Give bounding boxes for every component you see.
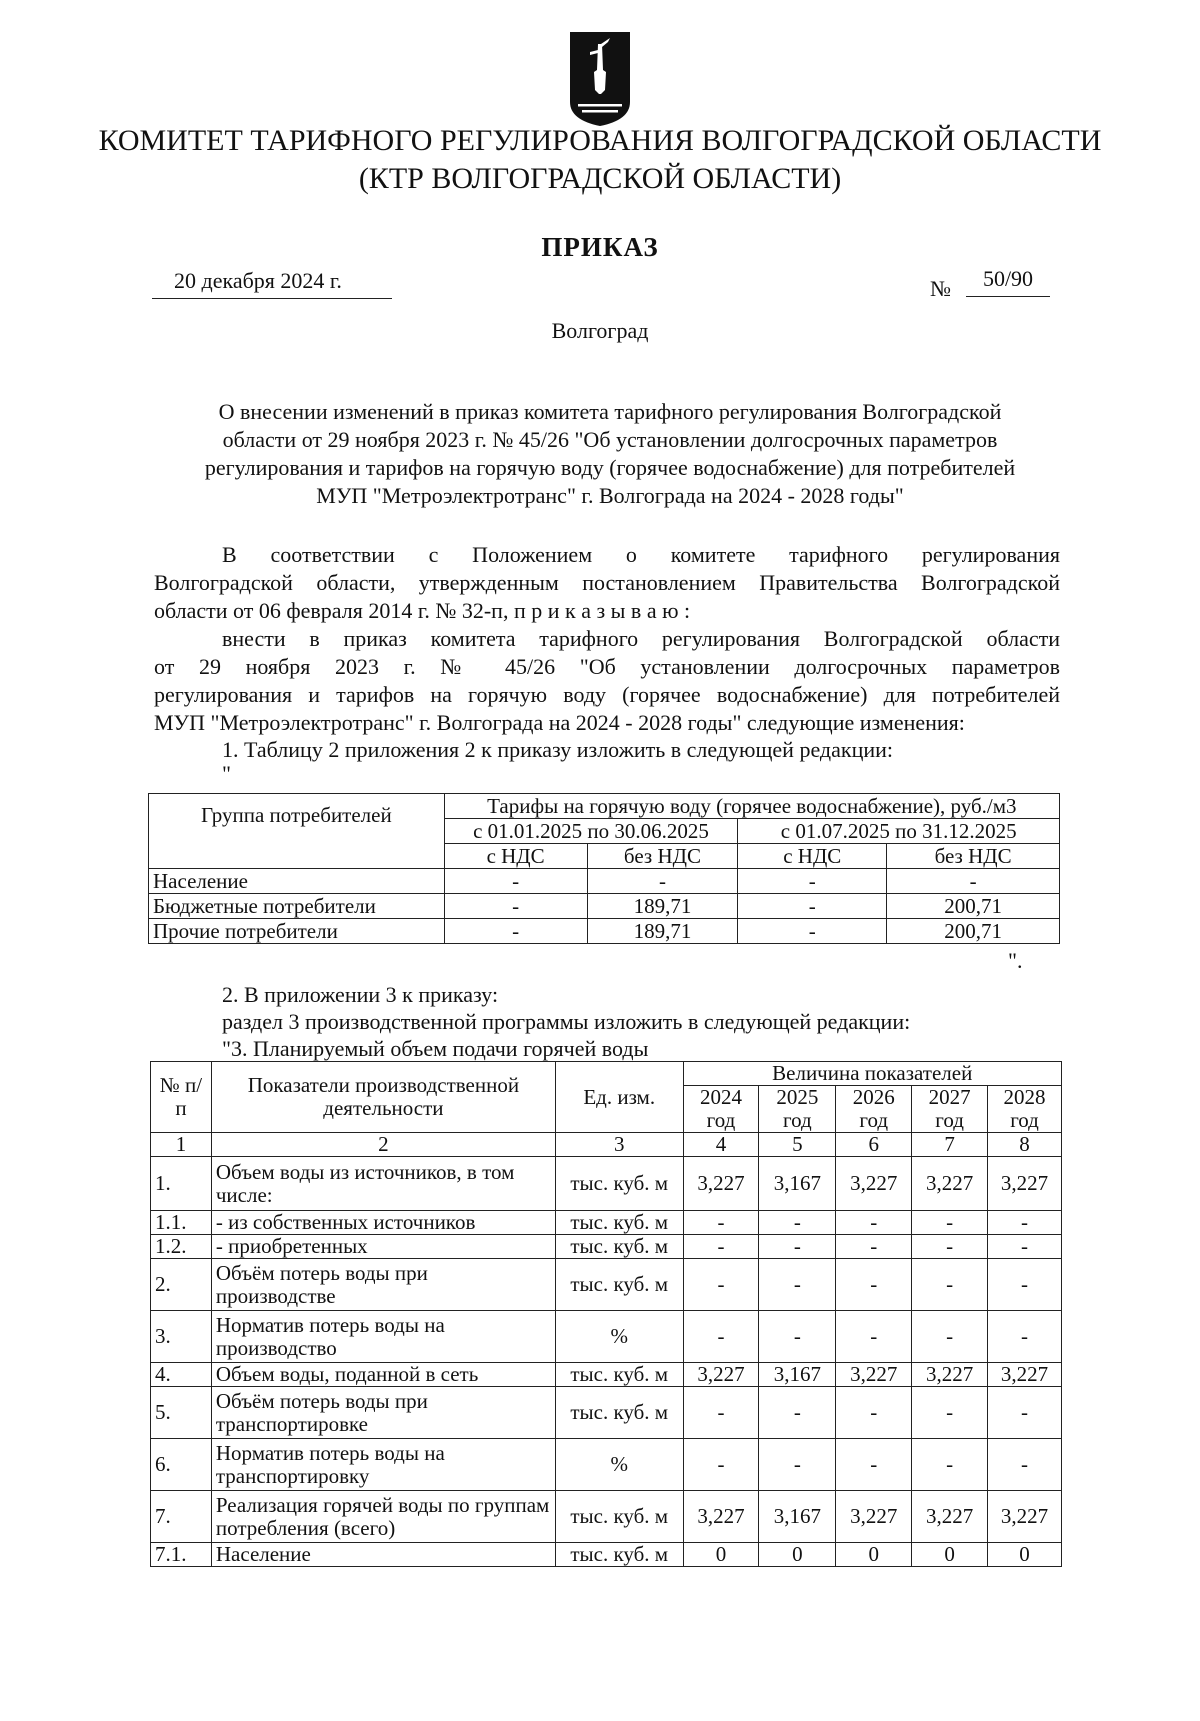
row-value: - (759, 1439, 836, 1491)
index-cell: 1 (151, 1133, 212, 1157)
tariff-value-cell: - (738, 894, 887, 919)
row-unit: тыс. куб. м (555, 1491, 683, 1543)
row-number: 3. (151, 1311, 212, 1363)
row-value: 3,167 (759, 1157, 836, 1211)
tariff-group-cell: Население (149, 869, 445, 894)
tariff-value-cell: - (444, 894, 587, 919)
table-row (151, 1311, 1062, 1363)
row-value: 3,227 (988, 1157, 1062, 1211)
tariff-value-cell: 189,71 (587, 894, 738, 919)
tariff-group-cell: Бюджетные потребители (149, 894, 445, 919)
table-row (151, 1387, 1062, 1439)
row-number: 2. (151, 1259, 212, 1311)
row-value: - (759, 1387, 836, 1439)
row-value: 3,227 (988, 1363, 1062, 1387)
row-value: - (988, 1259, 1062, 1311)
opening-quote: " (222, 761, 231, 786)
order-subject (160, 398, 1060, 510)
row-value: - (836, 1311, 912, 1363)
index-row (151, 1133, 1062, 1157)
table-row (149, 919, 1060, 944)
document-city: Волгоград (551, 318, 649, 343)
preamble-paragraph (154, 541, 1060, 625)
row-value: - (912, 1439, 988, 1491)
year-header: 2028 год (988, 1086, 1062, 1133)
tariff-period-header: с 01.07.2025 по 31.12.2025 (738, 819, 1060, 844)
row-value: 0 (683, 1543, 759, 1567)
row-number: 7. (151, 1491, 212, 1543)
row-value: - (759, 1259, 836, 1311)
organization-abbreviation: (КТР ВОЛГОГРАДСКОЙ ОБЛАСТИ) (358, 162, 842, 195)
tariff-table (148, 793, 1060, 944)
row-number: 6. (151, 1439, 212, 1491)
row-indicator: Норматив потерь воды на транспортировку (211, 1439, 555, 1491)
subject-line: области от 29 ноября 2023 г. № 45/26 "Об установлении долгосрочных параметров (222, 427, 998, 452)
table-row (149, 869, 1060, 894)
decree-line: внести в приказ комитета тарифного регулирования Волгоградской области (222, 626, 1060, 651)
row-value: 3,227 (683, 1363, 759, 1387)
row-number: 1. (151, 1157, 212, 1211)
tariff-value-cell: 200,71 (887, 919, 1060, 944)
year-header: 2026 год (836, 1086, 912, 1133)
tariff-value-cell: 189,71 (587, 919, 738, 944)
row-value: 3,227 (912, 1363, 988, 1387)
row-unit: тыс. куб. м (555, 1363, 683, 1387)
row-indicator: Объём потерь воды при производстве (211, 1259, 555, 1311)
tariff-main-header: Тарифы на горячую воду (горячее водоснабжение), руб./м3 (444, 794, 1059, 819)
row-value: - (836, 1235, 912, 1259)
decree-line: МУП "Метроэлектротранс" г. Волгограда на 2024 - 2028 годы" следующие изменения: (154, 710, 965, 735)
col-indicator-header: Показатели производственной деятельности (211, 1062, 555, 1133)
document-number-label: № (930, 276, 951, 301)
item-2-subtext: раздел 3 производственной программы изложить в следующей редакции: (222, 1009, 911, 1034)
table-row (151, 1211, 1062, 1235)
row-value: - (683, 1235, 759, 1259)
table-row (151, 1491, 1062, 1543)
row-value: 3,227 (912, 1157, 988, 1211)
tariff-value-cell: - (587, 869, 738, 894)
row-indicator: Объем воды из источников, в том числе: (211, 1157, 555, 1211)
tariff-value-cell: - (444, 919, 587, 944)
row-number: 7.1. (151, 1543, 212, 1567)
document-date: 20 декабря 2024 г. (152, 268, 392, 299)
row-value: - (912, 1211, 988, 1235)
preamble-line: В соответствии с Положением о комитете тарифного регулирования (222, 542, 1060, 567)
row-value: 3,167 (759, 1491, 836, 1543)
row-value: 3,227 (683, 1157, 759, 1211)
row-value: - (683, 1259, 759, 1311)
row-value: - (912, 1259, 988, 1311)
row-number: 5. (151, 1387, 212, 1439)
item-2-text: 2. В приложении 3 к приказу: (222, 982, 499, 1007)
index-cell: 4 (683, 1133, 759, 1157)
row-value: 0 (836, 1543, 912, 1567)
row-value: - (988, 1439, 1062, 1491)
row-value: 3,227 (912, 1491, 988, 1543)
row-value: - (988, 1235, 1062, 1259)
row-value: - (683, 1439, 759, 1491)
row-value: - (836, 1387, 912, 1439)
tariff-vat-header: без НДС (887, 844, 1060, 869)
table-row (151, 1439, 1062, 1491)
row-value: - (988, 1311, 1062, 1363)
tariff-value-cell: - (444, 869, 587, 894)
item-1-text: 1. Таблицу 2 приложения 2 к приказу изложить в следующей редакции: (222, 737, 894, 762)
tariff-vat-header: с НДС (444, 844, 587, 869)
table-row (151, 1363, 1062, 1387)
coat-of-arms-emblem (568, 30, 632, 128)
tariff-value-cell: - (887, 869, 1060, 894)
section-title: "3. Планируемый объем подачи горячей воды (222, 1036, 649, 1061)
tariff-vat-header: без НДС (587, 844, 738, 869)
row-indicator: Реализация горячей воды по группам потребления (всего) (211, 1491, 555, 1543)
row-unit: тыс. куб. м (555, 1235, 683, 1259)
subject-line: МУП "Метроэлектротранс" г. Волгограда на 2024 - 2028 годы" (316, 483, 904, 508)
preamble-line: области от 06 февраля 2014 г. № 32-п, п р и к а з ы в а ю : (154, 598, 691, 623)
row-value: - (836, 1211, 912, 1235)
row-value: 3,227 (836, 1491, 912, 1543)
year-header: 2027 год (912, 1086, 988, 1133)
row-number: 1.1. (151, 1211, 212, 1235)
row-value: - (759, 1235, 836, 1259)
row-value: - (836, 1259, 912, 1311)
row-indicator: Объём потерь воды при транспортировке (211, 1387, 555, 1439)
decree-paragraph (154, 625, 1060, 737)
year-header: 2025 год (759, 1086, 836, 1133)
row-value: - (912, 1387, 988, 1439)
tariff-vat-header: с НДС (738, 844, 887, 869)
row-value: - (836, 1439, 912, 1491)
closing-quote: ". (1008, 948, 1023, 973)
tariff-group-header: Группа потребителей (149, 794, 445, 869)
table-row (151, 1259, 1062, 1311)
row-unit: % (555, 1311, 683, 1363)
table-row (149, 894, 1060, 919)
row-value: 3,167 (759, 1363, 836, 1387)
index-cell: 7 (912, 1133, 988, 1157)
table-row (151, 1157, 1062, 1211)
index-cell: 5 (759, 1133, 836, 1157)
organization-name: КОМИТЕТ ТАРИФНОГО РЕГУЛИРОВАНИЯ ВОЛГОГРАДСКОЙ ОБЛАСТИ (98, 124, 1102, 157)
row-indicator: Объем воды, поданной в сеть (211, 1363, 555, 1387)
row-unit: тыс. куб. м (555, 1157, 683, 1211)
decree-line: от 29 ноября 2023 г. № 45/26 "Об установлении долгосрочных параметров (154, 654, 1060, 679)
row-value: - (988, 1211, 1062, 1235)
row-value: 3,227 (836, 1157, 912, 1211)
row-number: 1.2. (151, 1235, 212, 1259)
document-title: ПРИКАЗ (541, 232, 659, 262)
index-cell: 3 (555, 1133, 683, 1157)
row-value: - (988, 1387, 1062, 1439)
col-values-header: Величина показателей (683, 1062, 1062, 1086)
col-unit-header: Ед. изм. (555, 1062, 683, 1133)
row-value: 0 (988, 1543, 1062, 1567)
row-value: - (683, 1311, 759, 1363)
row-unit: тыс. куб. м (555, 1543, 683, 1567)
tariff-value-cell: 200,71 (887, 894, 1060, 919)
subject-line: О внесении изменений в приказ комитета тарифного регулирования Волгоградской (218, 399, 1002, 424)
table-row (151, 1235, 1062, 1259)
row-value: - (759, 1311, 836, 1363)
row-value: 3,227 (988, 1491, 1062, 1543)
row-value: 0 (759, 1543, 836, 1567)
row-unit: тыс. куб. м (555, 1259, 683, 1311)
index-cell: 2 (211, 1133, 555, 1157)
tariff-value-cell: - (738, 869, 887, 894)
row-value: - (912, 1235, 988, 1259)
tariff-group-cell: Прочие потребители (149, 919, 445, 944)
row-value: - (683, 1211, 759, 1235)
row-unit: тыс. куб. м (555, 1211, 683, 1235)
preamble-line: Волгоградской области, утвержденным постановлением Правительства Волгоградской (154, 570, 1060, 595)
row-indicator: - из собственных источников (211, 1211, 555, 1235)
col-number-header: № п/п (151, 1062, 212, 1133)
row-value: 0 (912, 1543, 988, 1567)
index-cell: 6 (836, 1133, 912, 1157)
index-cell: 8 (988, 1133, 1062, 1157)
year-header: 2024 год (683, 1086, 759, 1133)
row-unit: % (555, 1439, 683, 1491)
row-value: - (912, 1311, 988, 1363)
row-value: 3,227 (683, 1491, 759, 1543)
row-number: 4. (151, 1363, 212, 1387)
row-indicator: Норматив потерь воды на производство (211, 1311, 555, 1363)
decree-line: регулирования и тарифов на горячую воду (горячее водоснабжение) для потребителей (154, 682, 1060, 707)
row-indicator: - приобретенных (211, 1235, 555, 1259)
water-volume-table (150, 1061, 1062, 1567)
subject-line: регулирования и тарифов на горячую воду (горячее водоснабжение) для потребителей (204, 455, 1016, 480)
row-unit: тыс. куб. м (555, 1387, 683, 1439)
tariff-value-cell: - (738, 919, 887, 944)
row-value: - (683, 1387, 759, 1439)
table-row (151, 1543, 1062, 1567)
row-indicator: Население (211, 1543, 555, 1567)
document-number: 50/90 (966, 266, 1050, 297)
tariff-period-header: с 01.01.2025 по 30.06.2025 (444, 819, 738, 844)
row-value: 3,227 (836, 1363, 912, 1387)
row-value: - (759, 1211, 836, 1235)
